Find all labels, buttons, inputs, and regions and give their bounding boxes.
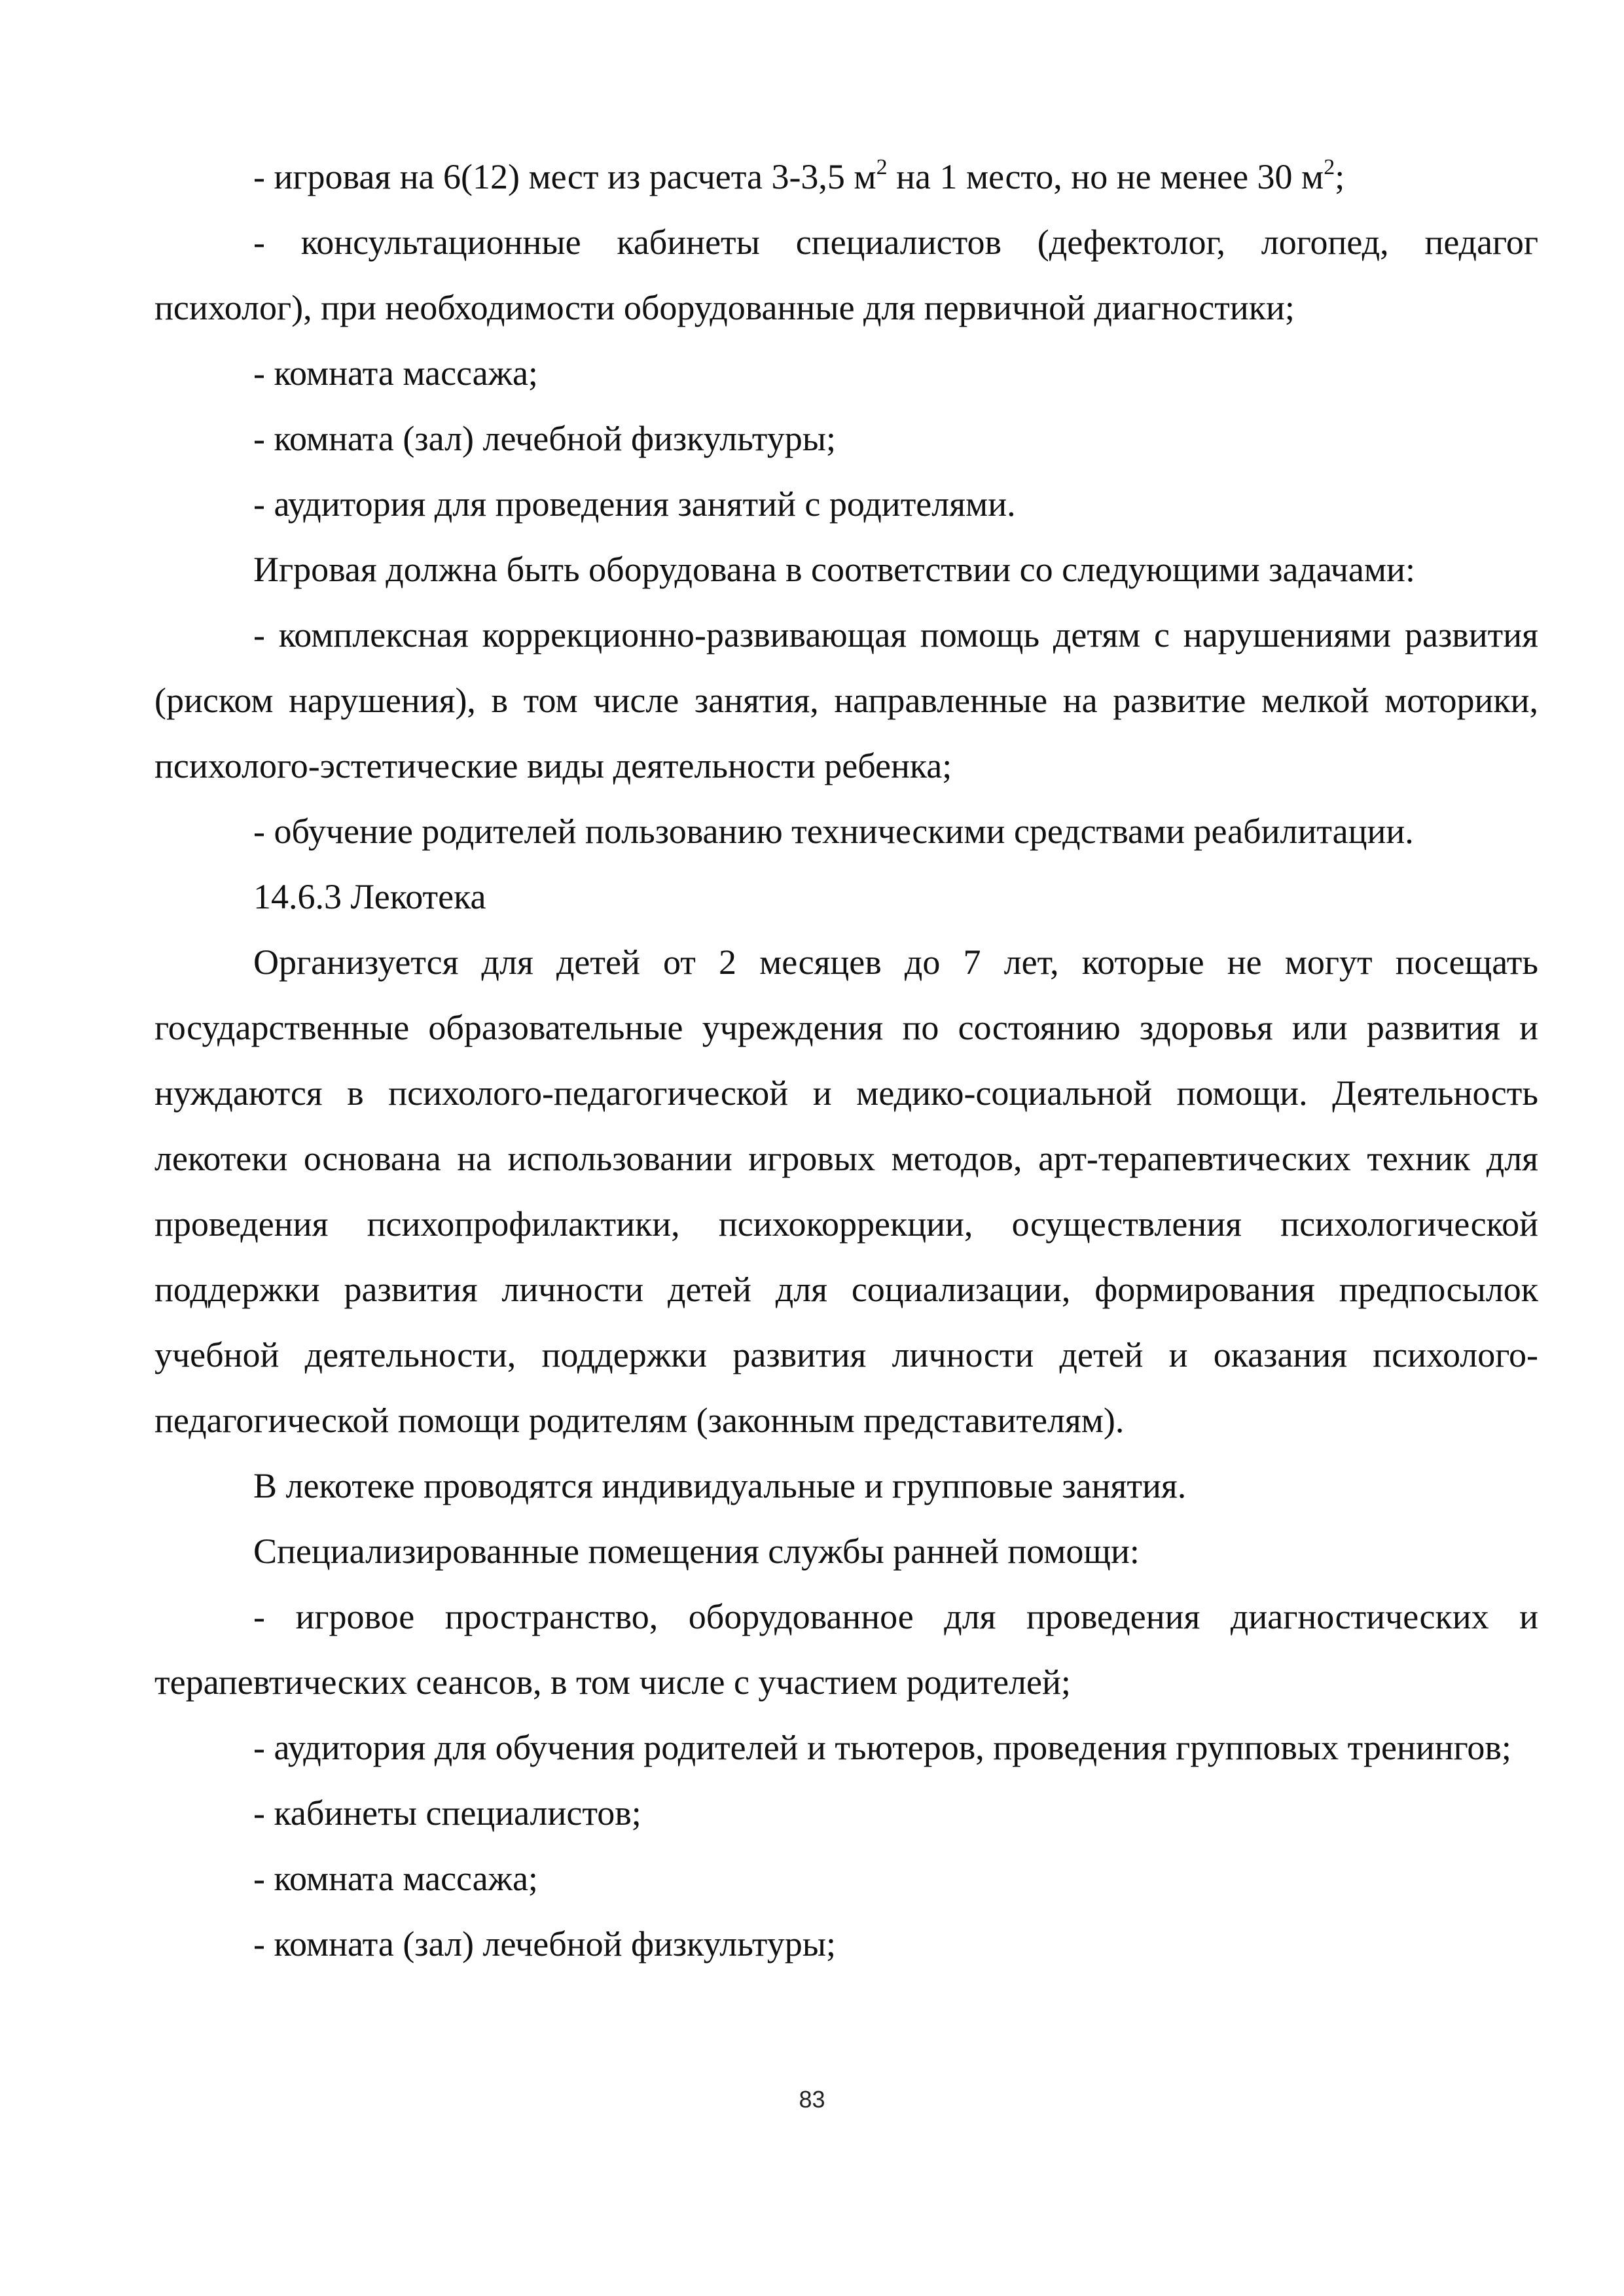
paragraph-playroom-area: [154, 144, 1538, 209]
paragraph-specialized-rooms: Специализированные помещения службы ранней помощи:: [253, 1532, 1140, 1571]
text-fragment: на 1 место, но не менее 30 м: [887, 157, 1324, 196]
paragraph-correction-help: - комплексная коррекционно-развивающая помощь детям с нарушениями развития (риском нарушения), в том числе занятия, направленные на развитие мелкой моторики, психолого-эстетические виды деятельности ребенка;: [154, 615, 1538, 785]
paragraph-parent-training: - обучение родителей пользованию техническими средствами реабилитации.: [253, 812, 1414, 851]
paragraph-physiotherapy-room: - комната (зал) лечебной физкультуры;: [253, 419, 836, 458]
paragraph-lekoteka-description: Организуется для детей от 2 месяцев до 7 лет, которые не могут посещать государственные образовательные учреждения по состоянию здоровья или развития и нуждаются в психолого-педагогической и медико-социальной помощи. Деятельность лекотеки основана на использовании игровых методов, арт-терапевтических техник для проведения психопрофилактики, психокоррекции, осуществления психологической поддержки развития личности детей для социализации, формирования предпосылок учебной деятельности, поддержки развития личности детей и оказания психолого-педагогической помощи родителям (законным представителям).: [154, 942, 1538, 1440]
paragraph-physiotherapy-room-2: - комната (зал) лечебной физкультуры;: [253, 1924, 836, 1964]
text-fragment: ;: [1335, 157, 1345, 196]
section-heading-lekoteka: 14.6.3 Лекотека: [253, 877, 486, 916]
paragraph-parent-auditorium: - аудитория для проведения занятий с родителями.: [253, 484, 1016, 524]
paragraph-lekoteka-classes: В лекотеке проводятся индивидуальные и групповые занятия.: [253, 1466, 1187, 1505]
paragraph-specialist-offices: - кабинеты специалистов;: [253, 1793, 641, 1833]
paragraph-tutor-auditorium: - аудитория для обучения родителей и тьютеров, проведения групповых тренингов;: [253, 1728, 1511, 1767]
paragraph-massage-room-2: - комната массажа;: [253, 1859, 538, 1898]
page-number: 83: [799, 2086, 825, 2113]
paragraph-play-space: - игровое пространство, оборудованное для проведения диагностических и терапевтических сеансов, в том числе с участием родителей;: [154, 1597, 1538, 1702]
superscript-exponent: 2: [876, 155, 888, 179]
body-text: [154, 144, 1538, 1977]
paragraph-consultation-rooms: - консультационные кабинеты специалистов (дефектолог, логопед, педагог психолог), при необходимости оборудованные для первичной диагностики;: [154, 223, 1538, 327]
paragraph-massage-room: - комната массажа;: [253, 353, 538, 393]
superscript-exponent: 2: [1324, 155, 1335, 179]
text-fragment: - игровая на 6(12) мест из расчета 3-3,5 м: [253, 157, 876, 196]
paragraph-playroom-tasks: Игровая должна быть оборудована в соответствии со следующими задачами:: [253, 550, 1415, 589]
